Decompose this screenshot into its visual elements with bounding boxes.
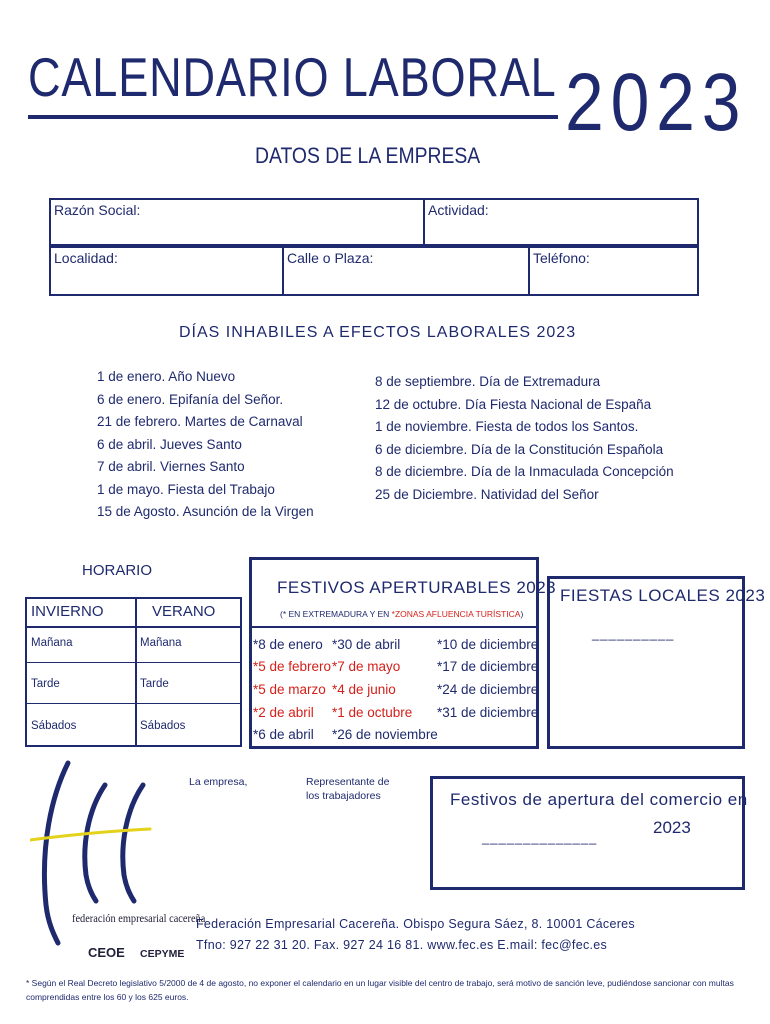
apertura-blank[interactable]: ______________ xyxy=(482,830,598,845)
invierno-tarde-cell[interactable]: Tarde xyxy=(31,678,60,690)
holiday-item: 25 de Diciembre. Natividad del Señor xyxy=(375,486,599,502)
verano-manana-cell[interactable]: Mañana xyxy=(140,637,182,649)
horario-col-divider xyxy=(135,599,137,745)
razon-social-label: Razón Social: xyxy=(54,202,141,218)
festivo-item: *8 de enero xyxy=(253,637,323,652)
festivo-item: *6 de abril xyxy=(253,727,314,742)
festivo-item: *10 de diciembre xyxy=(437,637,539,652)
title-underline xyxy=(28,115,558,119)
representante-signature-label xyxy=(306,775,389,803)
festivo-item: *26 de noviembre xyxy=(332,727,438,742)
telefono-field[interactable] xyxy=(528,246,699,296)
festivos-sub-red: *ZONAS AFLUENCIA TURÍSTICA xyxy=(391,609,521,619)
company-data-heading: DATOS DE LA EMPRESA xyxy=(255,143,481,168)
holiday-item: 6 de enero. Epifanía del Señor. xyxy=(97,391,284,407)
fec-logo xyxy=(30,755,206,970)
actividad-label: Actividad: xyxy=(428,202,489,218)
festivo-item: *30 de abril xyxy=(332,637,401,652)
holiday-item: 6 de abril. Jueves Santo xyxy=(97,436,242,452)
page-title: CALENDARIO LABORAL xyxy=(28,46,557,108)
holidays-right-list xyxy=(375,371,674,506)
apertura-title: Festivos de apertura del comercio en xyxy=(450,790,748,809)
horario-table xyxy=(25,597,242,747)
invierno-manana-cell[interactable]: Mañana xyxy=(31,637,73,649)
horario-title: HORARIO xyxy=(82,562,153,579)
festivos-title: FESTIVOS APERTURABLES 2023 xyxy=(277,578,557,597)
verano-sabados-cell[interactable]: Sábados xyxy=(140,720,186,732)
ceoe-logo: CEOE xyxy=(88,945,125,960)
festivo-item: *2 de abril xyxy=(253,705,314,720)
festivos-sub-prefix: (* EN EXTREMADURA Y EN xyxy=(280,609,392,619)
representante-line2: los trabajadores xyxy=(306,790,381,802)
holiday-item: 1 de noviembre. Fiesta de todos los Santos. xyxy=(375,419,639,434)
year-label: 2023 xyxy=(565,57,748,148)
festivo-item: *4 de junio xyxy=(332,682,396,697)
holidays-title: DÍAS INHABILES A EFECTOS LABORALES 2023 xyxy=(179,324,577,341)
festivos-subtitle xyxy=(280,609,523,619)
holiday-item: 6 de diciembre. Día de la Constitución Española xyxy=(375,441,664,457)
holiday-item: 8 de septiembre. Día de Extremadura xyxy=(375,374,601,389)
festivo-item: *24 de diciembre xyxy=(437,682,539,697)
apertura-year: 2023 xyxy=(653,818,691,837)
cepyme-logo: CEPYME xyxy=(140,948,185,960)
festivo-item: *5 de marzo xyxy=(253,682,326,697)
festivo-item: *31 de diciembre xyxy=(437,705,539,720)
invierno-header: INVIERNO xyxy=(31,603,104,620)
holidays-left-list xyxy=(97,366,314,524)
razon-social-field[interactable] xyxy=(49,198,425,246)
holiday-item: 21 de febrero. Martes de Carnaval xyxy=(97,414,303,429)
logo-name: federación empresarial cacereña xyxy=(72,913,206,925)
holiday-item: 12 de octubre. Día Fiesta Nacional de España xyxy=(375,396,652,412)
festivos-divider xyxy=(252,626,536,628)
verano-header: VERANO xyxy=(152,603,216,620)
calle-field[interactable] xyxy=(282,246,530,296)
telefono-label: Teléfono: xyxy=(533,250,590,266)
empresa-signature-label: La empresa, xyxy=(189,776,248,788)
festivo-item: *1 de octubre xyxy=(332,705,413,720)
localidad-field[interactable] xyxy=(49,246,284,296)
fiestas-locales-blank[interactable]: __________ xyxy=(592,626,675,641)
calle-label: Calle o Plaza: xyxy=(287,250,374,266)
holiday-item: 1 de mayo. Fiesta del Trabajo xyxy=(97,481,275,497)
festivo-item: *17 de diciembre xyxy=(437,659,539,674)
holiday-item: 15 de Agosto. Asunción de la Virgen xyxy=(97,504,314,519)
federation-address: Federación Empresarial Cacereña. Obispo Segura Sáez, 8. 10001 Cáceres xyxy=(196,917,635,931)
verano-tarde-cell[interactable]: Tarde xyxy=(140,678,169,690)
actividad-field[interactable] xyxy=(423,198,699,246)
representante-line1: Representante de xyxy=(306,776,390,788)
festivo-item: *5 de febrero xyxy=(253,659,332,674)
fiestas-locales-title: FIESTAS LOCALES 2023 xyxy=(560,586,766,605)
festivos-sub-suffix: ) xyxy=(520,609,524,619)
horario-row-divider xyxy=(27,662,240,663)
horario-row-divider xyxy=(27,703,240,704)
festivo-item: *7 de mayo xyxy=(332,659,401,674)
holiday-item: 7 de abril. Viernes Santo xyxy=(97,459,245,474)
federation-contact: Tfno: 927 22 31 20. Fax. 927 24 16 81. www.fec.es E.mail: fec@fec.es xyxy=(196,938,608,952)
legal-footnote: * Según el Real Decreto legislativo 5/2000 de 4 de agosto, no exponer el calendario en un lugar visible del centro de trabajo, será motivo de sanción leve, pudiéndose sancionar con multas comprendidas entre los 60 y los 625 euros. xyxy=(26,978,734,1002)
horario-header-divider xyxy=(27,626,240,628)
holiday-item: 1 de enero. Año Nuevo xyxy=(97,369,236,384)
fec-logo-graphic xyxy=(30,755,195,970)
holiday-item: 8 de diciembre. Día de la Inmaculada Concepción xyxy=(375,464,674,479)
localidad-label: Localidad: xyxy=(54,250,118,266)
invierno-sabados-cell[interactable]: Sábados xyxy=(31,720,77,732)
